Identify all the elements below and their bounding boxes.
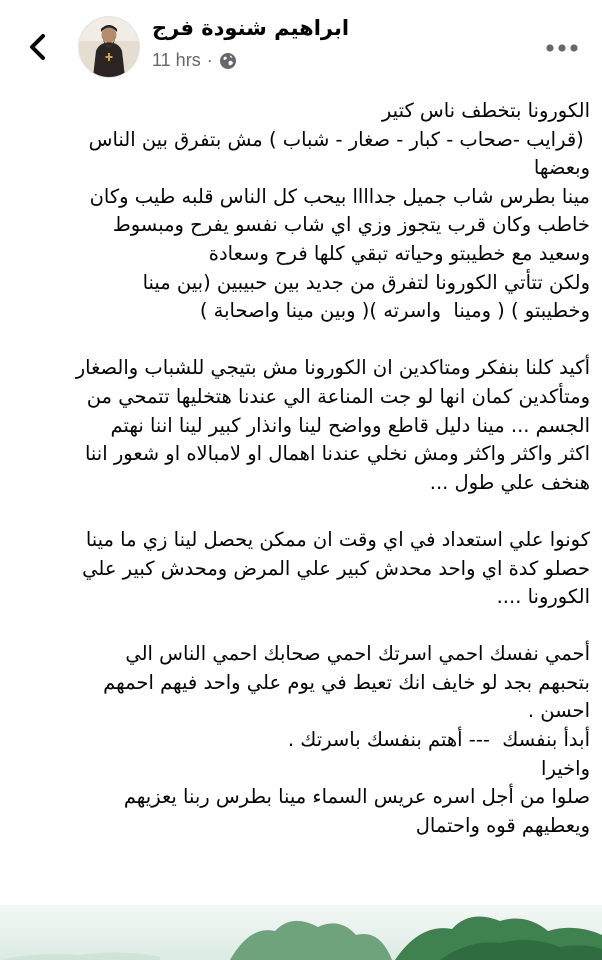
author-name[interactable]: ابراهيم شنودة فرج	[152, 16, 350, 40]
post-line: وسعيد مع خطيبتو وحياته تبقي كلها فرح وسعادة	[208, 241, 590, 265]
post-line: ويعطيهم قوه واحتمال	[415, 813, 590, 837]
post-line: أبدأ بنفسك --- أهتم بنفسك باسرتك .	[287, 728, 590, 752]
post-meta	[152, 50, 237, 71]
post-line: اكثر واكثر واكثر ومش نخلي عندنا اهمال او لامبالاه او شعور اننا	[84, 442, 590, 466]
post-photo[interactable]	[0, 905, 602, 960]
globe-icon	[219, 52, 237, 70]
avatar[interactable]	[78, 16, 140, 78]
more-options-button[interactable]	[542, 38, 582, 58]
post-line: احسن .	[527, 699, 590, 723]
post-text	[18, 97, 590, 840]
post-line: ولكن تتأتي الكورونا لتفرق من جديد بين حبيبين (بين مينا	[142, 270, 590, 294]
post-line: ومتأكدين كمان انها لو جت المناعة الي عندنا هتخليها تتمحي من	[86, 384, 590, 408]
post-line: مينا بطرس شاب جميل جداااا بيحب كل الناس قلبه طيب وكان	[89, 184, 590, 208]
meta-separator: ·	[206, 50, 213, 70]
post-line: بتحبهم بجد لو خايف انك تعيط في يوم علي واحد فيهم احمهم	[103, 670, 590, 694]
back-button[interactable]	[22, 30, 54, 64]
post-line: حصلو كدة اي واحد محدش كبير علي المرض ومحدش كبير علي	[82, 556, 590, 580]
post-line: الجسم ... مينا دليل قاطع وواضح لينا وانذار كبير لينا اننا نهتم	[110, 413, 590, 437]
post-line: (قرايب -صحاب - كبار - صغار - شباب ) مش بتفرق بين الناس	[88, 127, 590, 151]
author-photo	[79, 17, 139, 77]
post-line: أكيد كلنا بنفكر ومتاكدين ان الكورونا مش بتيجي للشباب والصغار	[75, 356, 590, 380]
post-line: كونوا علي استعداد في اي وقت ان ممكن يحصل لينا زي ما مينا	[85, 527, 590, 551]
post-header	[0, 0, 602, 90]
post-line: الكورونا ....	[496, 585, 590, 609]
post-line: وبعضها	[533, 156, 590, 180]
more-horizontal-icon	[544, 43, 580, 53]
post-line: صلوا من أجل اسره عريس السماء مينا بطرس ربنا يعزيهم	[123, 785, 590, 809]
post-line: الكورونا بتخطف ناس كتير	[381, 99, 590, 122]
post-line: أحمي نفسك احمي اسرتك احمي صحابك احمي الناس الي	[125, 642, 590, 666]
paragraph-gap	[18, 612, 590, 641]
post-line: وخطيبتو ) ( ومينا واسرته )( وبين مينا واصحابة )	[199, 299, 590, 323]
paragraph-gap	[18, 497, 590, 526]
post-line: هنخف علي طول ...	[429, 470, 590, 494]
post-timestamp[interactable]: 11 hrs	[152, 50, 201, 70]
paragraph-gap	[18, 326, 590, 355]
post-line: خاطب وكان قرب يتجوز وزي اي شاب نفسو يفرح ومبسوط	[112, 213, 590, 237]
chevron-left-icon	[28, 33, 48, 61]
post-line: واخيرا	[541, 756, 590, 780]
photo-preview	[0, 905, 602, 960]
